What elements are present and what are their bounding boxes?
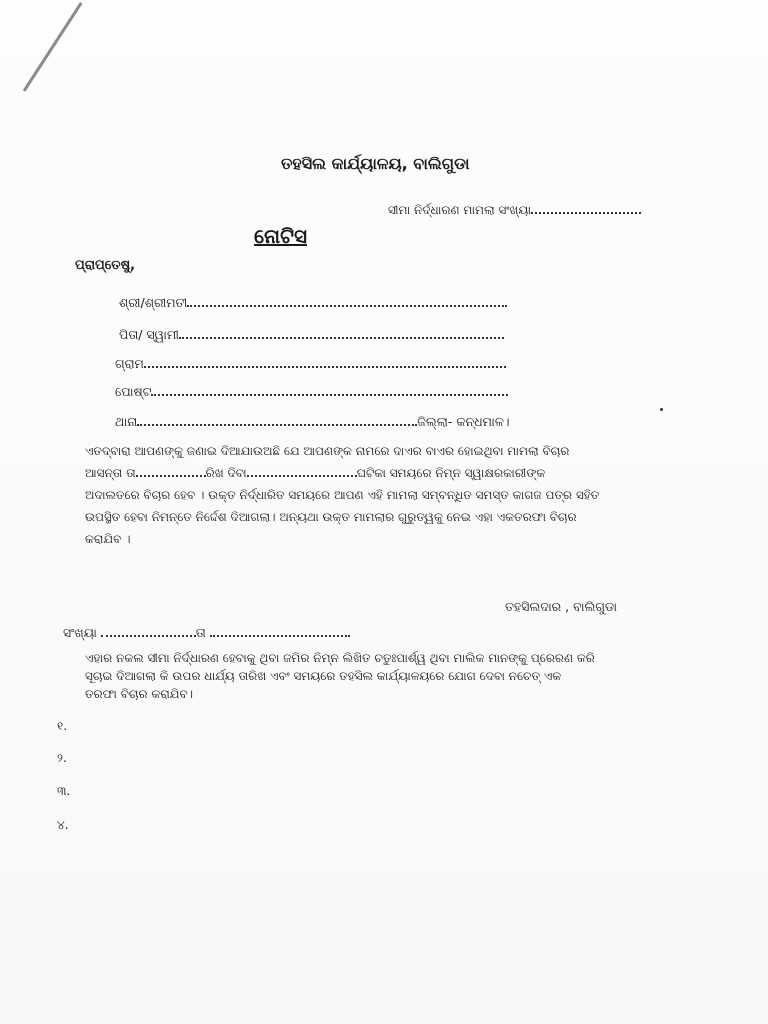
field-name [119, 294, 507, 311]
field-village-blank [144, 355, 506, 368]
body-line-4: ଉପସ୍ଥିତ ହେବା ନିମନ୍ତେ ନିର୍ଦ୍ଦେଶ ଦିଆଗଲା। ଅନ୍ୟଥା ଉକ୍ତ ମାମଲାର ଗୁରୁତ୍ୱକୁ ନେଇ ଏହା ଏକତରଫା ବିଚାର [85, 510, 577, 524]
field-village-label: ଗ୍ରାମ [115, 356, 144, 371]
copy-line-1: ଏହାର ନକଲ ସୀମା ନିର୍ଦ୍ଧାରଣ ହେବାକୁ ଥିବା ଜମିର ନିମ୍ନ ଲିଖିତ ଚତୁଃପାର୍ଶ୍ୱ ଥିବା ମାଲିକ ମାନଙ୍କୁ ପ୍ରେରଣ କରି [85, 651, 595, 665]
case-number-line [388, 201, 641, 218]
office-heading: ତହସିଲ କାର୍ଯ୍ୟାଳୟ, ବାଲିଗୁଡା [281, 154, 470, 173]
list-item: ୧. [57, 719, 68, 733]
list-item: ୩. [57, 784, 71, 798]
memo-date-label: ତା [195, 625, 206, 640]
field-police-station [115, 413, 510, 430]
field-father-blank [179, 326, 504, 339]
copy-line-3: ତରଫା ବିଚାର କରାଯିବ। [85, 687, 194, 701]
copy-paragraph [85, 647, 595, 705]
notice-title: ନୋଟିସ [254, 224, 307, 248]
field-village [115, 355, 506, 372]
body-line-5: କରାଯିବ । [85, 532, 131, 546]
field-father-label: ପିତା/ ସ୍ୱାମୀ [119, 327, 179, 342]
memo-number-label: ସଂଖ୍ୟା [63, 625, 97, 640]
ink-dot [660, 408, 663, 411]
copy-line-2: ସୂଚାଇ ଦିଆଗଲା କି ଉପର ଧାର୍ଯ୍ୟ ତାରିଖ ଏବଂ ସମୟରେ ତହସିଲ କାର୍ଯ୍ୟାଳୟରେ ଯୋଗ ଦେବା ନଚେତ୍ ଏକ [85, 669, 562, 683]
district-label: ଜିଲ୍ଲା- କନ୍ଧମାଳ। [417, 414, 510, 429]
memo-date-blank [210, 624, 350, 637]
paper-fold-mark [23, 2, 83, 92]
body-line-2-rest: ଘଟିକା ସମୟରେ ନିମ୍ନ ସ୍ୱାକ୍ଷରକାରୀଙ୍କ [356, 466, 546, 480]
case-number-blank [531, 201, 641, 214]
field-father-husband [119, 326, 504, 343]
field-name-blank [187, 294, 507, 307]
body-line-1: ଏତଦ୍ବାରା ଆପଣଙ୍କୁ ଜଣାଇ ଦିଆଯାଉଅଛି ଯେ ଆପଣଙ୍କ ନାମରେ ଦାଏର ବାଏର ହୋଇଥିବା ମାମଲା ବିଚାର [85, 444, 570, 458]
signer-designation: ତହସିଲଦାର , ବାଲିଗୁଡା [505, 599, 618, 614]
field-post-blank [151, 383, 508, 396]
field-name-label: ଶ୍ରୀ/ଶ୍ରୀମତୀ [119, 295, 188, 310]
time-blank [247, 464, 357, 477]
field-police-blank [137, 413, 417, 426]
field-post [115, 383, 508, 400]
field-post-label: ପୋଷ୍ଟ [115, 384, 152, 399]
recipient-to-label: ପ୍ରାପ୍ତେଷୁ, [75, 258, 136, 273]
body-line-2 [85, 462, 599, 484]
date-blank [136, 464, 206, 477]
memo-number-line [63, 624, 350, 641]
body-line-3: ଅଦାଲତରେ ବିଚାର ହେବ । ଉକ୍ତ ନିର୍ଦ୍ଧାରିତ ସମୟରେ ଆପଣ ଏହି ମାମଲା ସମ୍ବନ୍ଧିତ ସମସ୍ତ କାଗଜ ପତ୍ର ସହିତ [85, 488, 600, 502]
body-line-2-day-label: ରିଖ ଦିବା [205, 466, 247, 480]
notice-body [85, 440, 599, 550]
list-item: ୪. [57, 818, 69, 832]
field-police-label: ଥାନା [115, 414, 138, 429]
body-line-2-date-label: ଆସନ୍ତା ତା [85, 466, 136, 480]
list-item: ୨. [57, 751, 67, 765]
memo-number-blank [101, 624, 196, 637]
case-number-label: ସୀମା ନିର୍ଦ୍ଧାରଣ ମାମଲା ସଂଖ୍ୟା [388, 203, 532, 217]
